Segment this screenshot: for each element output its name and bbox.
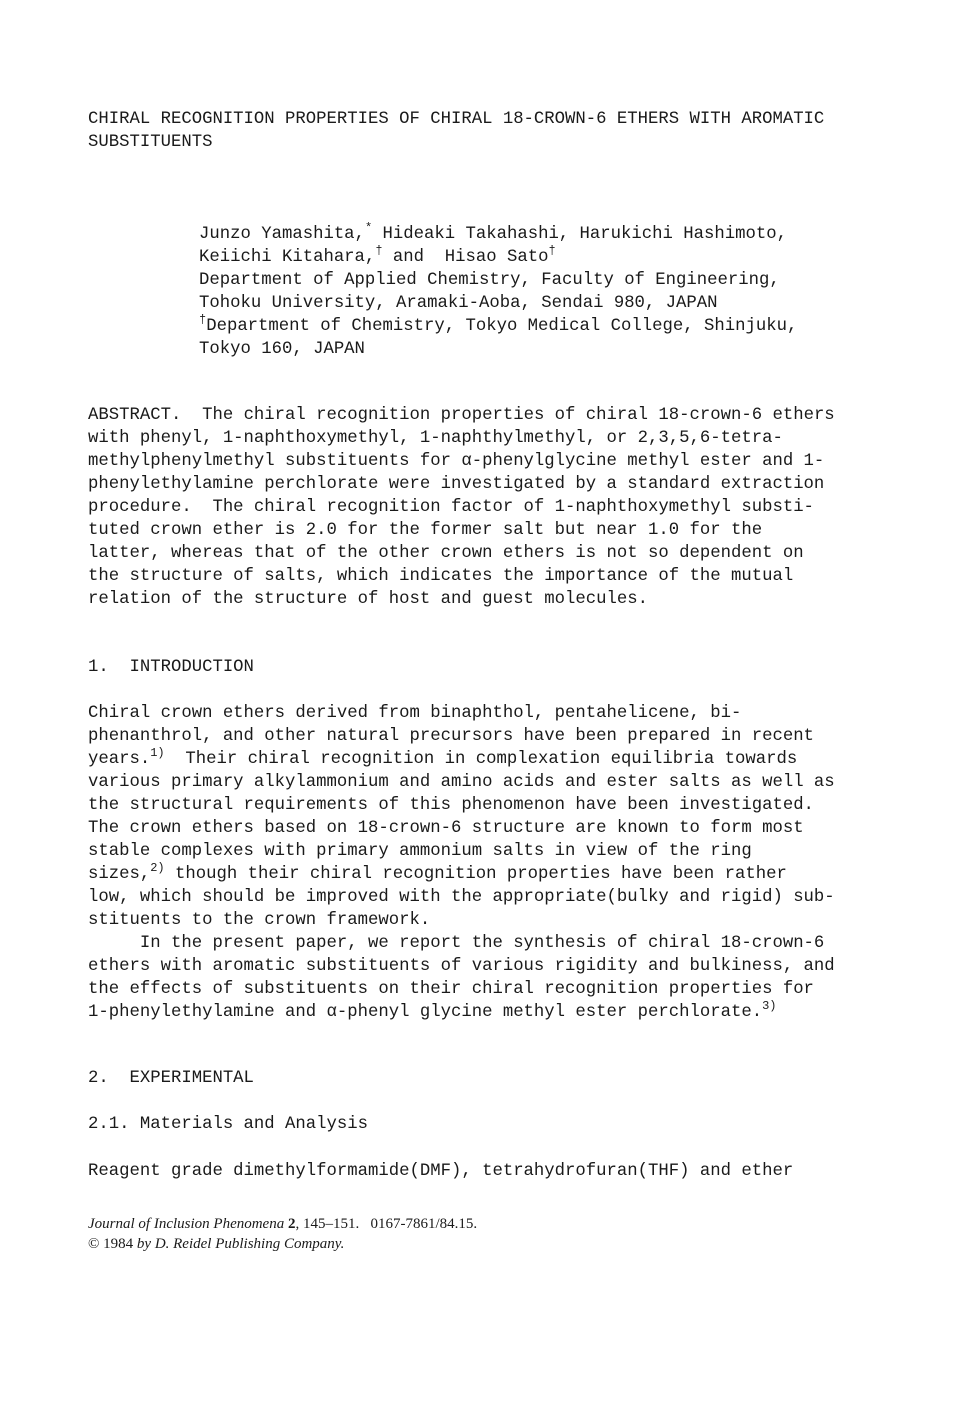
abstract-line: latter, whereas that of the other crown ethers is not so dependent on (88, 544, 804, 563)
title-line-1: CHIRAL RECOGNITION PROPERTIES OF CHIRAL 18-CROWN-6 ETHERS WITH AROMATIC (88, 110, 825, 129)
abstract-line: with phenyl, 1-naphthoxymethyl, 1-naphthylmethyl, or 2,3,5,6-tetra- (88, 429, 783, 448)
subsection-heading-materials: 2.1. Materials and Analysis (88, 1115, 369, 1134)
reference-3: 3) (762, 999, 777, 1013)
abstract-line: The chiral recognition properties of chiral 18-crown-6 ethers (181, 406, 835, 425)
copyright-publisher: by D. Reidel Publishing Company. (136, 1236, 345, 1252)
intro-line: sizes,$^{2)}$ though their chiral recognition properties have been rather (88, 861, 787, 884)
journal-volume: 2 (287, 1216, 296, 1232)
intro-line: various primary alkylammonium and amino acids and ester salts as well as (88, 773, 835, 792)
intro-line: phenanthrol, and other natural precursors have been prepared in recent (88, 727, 814, 746)
intro-line: stituents to the crown framework. (88, 911, 431, 930)
affiliation-1: Department of Applied Chemistry, Faculty of Engineering, (199, 271, 780, 290)
journal-footer (88, 1214, 477, 1254)
affiliation-3: †Department of Chemistry, Tokyo Medical College, Shinjuku, (199, 313, 798, 336)
corresponding-star: * (364, 221, 373, 235)
journal-pages: , 145–151. (295, 1216, 360, 1232)
reference-2: 2) (150, 861, 165, 875)
paper-title (88, 108, 824, 154)
journal-name: Journal of Inclusion Phenomena (88, 1216, 285, 1232)
intro-line: years.$^{1)}$ Their chiral recognition in complexation equilibria towards (88, 746, 798, 769)
author-line-2: Keiichi Kitahara,† and Hisao Sato† (199, 244, 556, 267)
abstract-line: tuted crown ether is 2.0 for the former salt but near 1.0 for the (88, 521, 763, 540)
copyright-symbol: © 1984 (88, 1236, 137, 1252)
abstract-label: ABSTRACT. (88, 406, 182, 425)
introduction-body (88, 702, 835, 1024)
intro-line: stable complexes with primary ammonium salts in view of the ring (88, 842, 752, 861)
affiliation-4: Tokyo 160, JAPAN (199, 340, 365, 359)
intro-line: The crown ethers based on 18-crown-6 structure are known to form most (88, 819, 804, 838)
title-line-2: SUBSTITUENTS (88, 133, 213, 152)
journal-code: 0167-7861/84.15. (370, 1216, 478, 1232)
abstract (88, 404, 835, 611)
abstract-line: procedure. The chiral recognition factor of 1-naphthoxymethyl substi- (88, 498, 814, 517)
abstract-line: phenylethylamine perchlorate were investigated by a standard extraction (88, 475, 825, 494)
intro-line: Chiral crown ethers derived from binaphthol, pentahelicene, bi- (88, 704, 742, 723)
reference-1: 1) (150, 746, 165, 760)
intro-line: the structural requirements of this phenomenon have been investigated. (88, 796, 814, 815)
experimental-body: Reagent grade dimethylformamide(DMF), tetrahydrofuran(THF) and ether (88, 1162, 794, 1181)
section-heading-introduction: 1. INTRODUCTION (88, 658, 254, 677)
intro-line: In the present paper, we report the synthesis of chiral 18-crown-6 (88, 934, 825, 953)
intro-line: 1-phenylethylamine and α-phenyl glycine methyl ester perchlorate.$^{3)}$ (88, 999, 777, 1022)
author-line-1: Junzo Yamashita,* Hideaki Takahashi, Harukichi Hashimoto, (199, 221, 787, 244)
intro-line: low, which should be improved with the appropriate(bulky and rigid) sub- (88, 888, 835, 907)
dagger-mark: † (375, 244, 383, 258)
abstract-line: the structure of salts, which indicates the importance of the mutual (88, 567, 794, 586)
dagger-mark-2: † (548, 244, 556, 258)
affiliation-2: Tohoku University, Aramaki-Aoba, Sendai 980, JAPAN (199, 294, 718, 313)
section-heading-experimental: 2. EXPERIMENTAL (88, 1069, 254, 1088)
intro-line: the effects of substituents on their chiral recognition properties for (88, 980, 814, 999)
intro-line: ethers with aromatic substituents of various rigidity and bulkiness, and (88, 957, 835, 976)
abstract-line: methylphenylmethyl substituents for α-phenylglycine methyl ester and 1- (88, 452, 825, 471)
abstract-line: relation of the structure of host and guest molecules. (88, 590, 649, 609)
author-block (199, 223, 797, 361)
